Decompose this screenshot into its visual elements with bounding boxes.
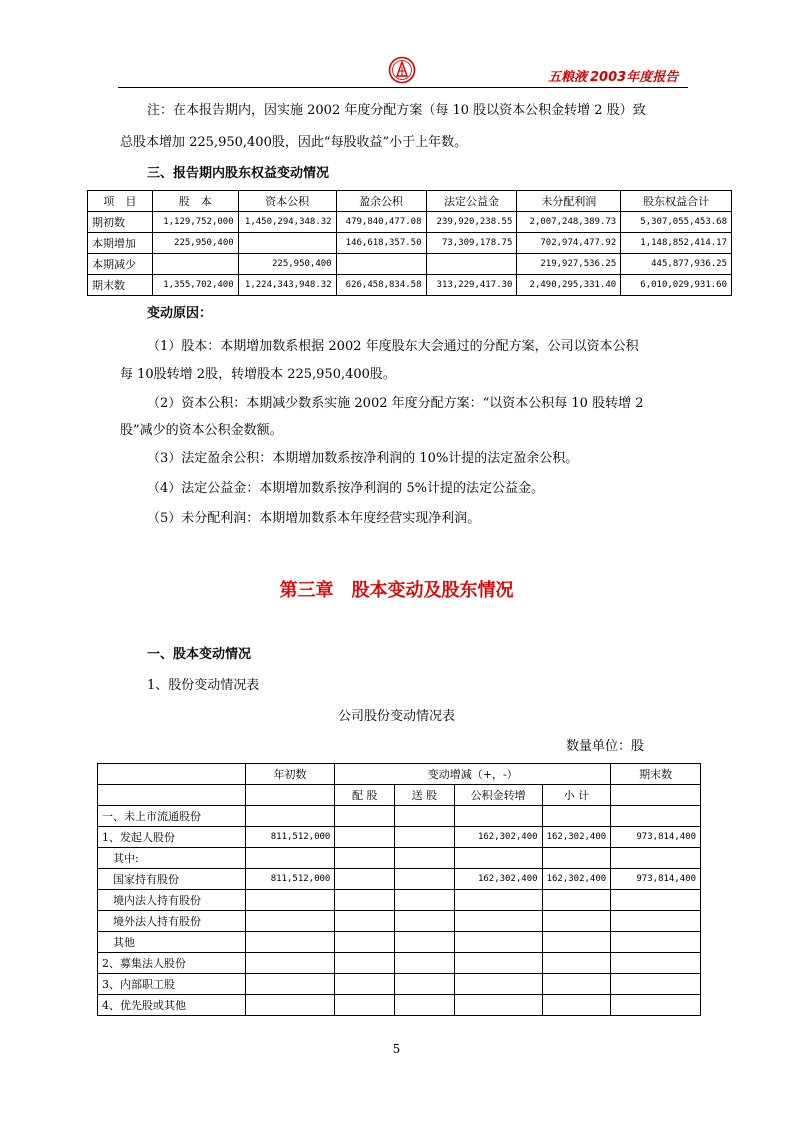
- share-value-cell: [245, 911, 335, 932]
- equity-row-label: 本期增加: [88, 233, 153, 254]
- share-value-cell: 162,302,400: [542, 827, 611, 848]
- share-value-cell: [395, 890, 455, 911]
- reason-4: （4）法定公益金：本期增加数系按净利润的 5%计提的法定公益金。: [147, 481, 545, 496]
- share-row-label: 4、优先股或其他: [98, 995, 246, 1016]
- share-value-cell: 973,814,400: [611, 827, 701, 848]
- equity-value-cell: 2,490,295,331.40: [517, 275, 621, 296]
- wuliangye-logo-icon: [388, 56, 416, 84]
- equity-change-table: [87, 190, 732, 296]
- header-change: 变动增减（+，-）: [335, 764, 611, 785]
- share-value-cell: [454, 995, 542, 1016]
- reason-3: （3）法定盈余公积：本期增加数系按净利润的 10%计提的法定盈余公积。: [147, 451, 579, 466]
- equity-value-cell: 1,450,294,348.32: [238, 212, 336, 233]
- share-table-row: [98, 806, 701, 827]
- share-value-cell: [335, 890, 395, 911]
- equity-table-header: [88, 191, 732, 212]
- equity-value-cell: 225,950,400: [152, 233, 238, 254]
- equity-value-cell: 445,877,936.25: [621, 254, 732, 275]
- share-value-cell: [542, 806, 611, 827]
- equity-table-row: [88, 254, 732, 275]
- chapter-3-title: 第三章 股本变动及股东情况: [279, 580, 514, 601]
- share-value-cell: [611, 890, 701, 911]
- share-row-label: 2、募集法人股份: [98, 953, 246, 974]
- share-value-cell: [335, 869, 395, 890]
- share-value-cell: [611, 911, 701, 932]
- equity-table-row: [88, 233, 732, 254]
- note-line-1: 注：在本报告期内，因实施 2002 年度分配方案（每 10 股以资本公积金转增 2 股）致: [147, 103, 646, 118]
- share-value-cell: [335, 911, 395, 932]
- share-value-cell: [454, 848, 542, 869]
- reasons-title: 变动原因：: [147, 306, 213, 321]
- share-row-label: 其他: [98, 932, 246, 953]
- share-value-cell: [611, 848, 701, 869]
- equity-value-cell: 225,950,400: [238, 254, 336, 275]
- change-subheader-cell: 配 股: [335, 785, 395, 806]
- share-value-cell: 162,302,400: [542, 869, 611, 890]
- reason-2-line-1: （2）资本公积：本期减少数系实施 2002 年度分配方案：“以资本公积每 10 股转增 2: [147, 396, 644, 411]
- equity-header-cell: 资本公积: [238, 191, 336, 212]
- share-value-cell: [245, 806, 335, 827]
- equity-header-cell: 项 目: [88, 191, 153, 212]
- share-change-section-title: 一、股本变动情况: [147, 647, 252, 662]
- share-value-cell: [335, 848, 395, 869]
- share-table-row: [98, 890, 701, 911]
- share-change-subtitle: 1、股份变动情况表: [147, 678, 260, 693]
- equity-value-cell: 1,355,702,400: [152, 275, 238, 296]
- share-table-row: [98, 974, 701, 995]
- share-value-cell: [454, 932, 542, 953]
- share-value-cell: [454, 953, 542, 974]
- share-value-cell: [611, 974, 701, 995]
- equity-value-cell: 73,309,178.75: [426, 233, 517, 254]
- equity-value-cell: 313,229,417.30: [426, 275, 517, 296]
- share-value-cell: [245, 953, 335, 974]
- share-value-cell: [542, 848, 611, 869]
- share-value-cell: [395, 995, 455, 1016]
- change-subheader-cell: 公积金转增: [454, 785, 542, 806]
- equity-value-cell: 2,007,248,389.73: [517, 212, 621, 233]
- section-3-title: 三、报告期内股东权益变动情况: [147, 166, 330, 181]
- share-row-label: 国家持有股份: [98, 869, 246, 890]
- equity-table-row: [88, 212, 732, 233]
- share-table-title: 公司股份变动情况表: [337, 709, 455, 724]
- share-value-cell: 811,512,000: [245, 869, 335, 890]
- share-table-row: [98, 995, 701, 1016]
- share-value-cell: [454, 974, 542, 995]
- share-table-row: [98, 953, 701, 974]
- change-subheader-cell: 送 股: [395, 785, 455, 806]
- share-row-label: 1、发起人股份: [98, 827, 246, 848]
- equity-value-cell: 5,307,055,453.68: [621, 212, 732, 233]
- reason-2-line-2: 股”减少的资本公积金数额。: [120, 423, 283, 438]
- share-value-cell: [611, 995, 701, 1016]
- share-value-cell: 973,814,400: [611, 869, 701, 890]
- share-value-cell: [335, 827, 395, 848]
- share-value-cell: [395, 869, 455, 890]
- share-row-label: 3、内部职工股: [98, 974, 246, 995]
- equity-header-cell: 股 本: [152, 191, 238, 212]
- unit-label: 数量单位：股: [566, 739, 645, 754]
- header-rule: [118, 87, 688, 88]
- share-value-cell: 162,302,400: [454, 869, 542, 890]
- equity-header-cell: 股东权益合计: [621, 191, 732, 212]
- share-value-cell: [542, 932, 611, 953]
- share-value-cell: 811,512,000: [245, 827, 335, 848]
- equity-header-cell: 盈余公积: [336, 191, 426, 212]
- share-table-row: [98, 869, 701, 890]
- equity-header-cell: 未分配利润: [517, 191, 621, 212]
- equity-value-cell: 1,129,752,000: [152, 212, 238, 233]
- share-row-label: 其中:: [98, 848, 246, 869]
- equity-value-cell: 219,927,536.25: [517, 254, 621, 275]
- share-value-cell: [245, 995, 335, 1016]
- share-value-cell: [395, 974, 455, 995]
- share-value-cell: [335, 806, 395, 827]
- report-brand-title: 五粮液 2003年度报告: [548, 70, 679, 85]
- equity-value-cell: [238, 233, 336, 254]
- share-value-cell: [335, 953, 395, 974]
- share-value-cell: [395, 953, 455, 974]
- share-table-header-row-2: [98, 785, 701, 806]
- equity-value-cell: 479,840,477.08: [336, 212, 426, 233]
- equity-value-cell: [152, 254, 238, 275]
- page-number: 5: [392, 1042, 401, 1056]
- share-value-cell: [245, 890, 335, 911]
- equity-header-cell: 法定公益金: [426, 191, 517, 212]
- share-value-cell: [611, 932, 701, 953]
- share-table-header-row-1: [98, 764, 701, 785]
- share-value-cell: [454, 806, 542, 827]
- equity-value-cell: 239,920,238.55: [426, 212, 517, 233]
- share-value-cell: [542, 911, 611, 932]
- equity-row-label: 期末数: [88, 275, 153, 296]
- reason-5: （5）未分配利润：本期增加数系本年度经营实现净利润。: [147, 511, 481, 526]
- share-value-cell: [542, 974, 611, 995]
- share-row-label: 一、未上市流通股份: [98, 806, 246, 827]
- share-value-cell: [542, 953, 611, 974]
- share-value-cell: 162,302,400: [454, 827, 542, 848]
- share-value-cell: [245, 932, 335, 953]
- share-value-cell: [335, 995, 395, 1016]
- share-value-cell: [542, 890, 611, 911]
- share-change-table: [97, 763, 701, 1016]
- share-value-cell: [542, 995, 611, 1016]
- equity-row-label: 期初数: [88, 212, 153, 233]
- equity-value-cell: [426, 254, 517, 275]
- share-table-row: [98, 827, 701, 848]
- equity-value-cell: 1,224,343,948.32: [238, 275, 336, 296]
- equity-table-row: [88, 275, 732, 296]
- share-value-cell: [395, 827, 455, 848]
- equity-value-cell: 146,618,357.50: [336, 233, 426, 254]
- note-line-2: 总股本增加 225,950,400股，因此“每股收益”小于上年数。: [120, 135, 468, 150]
- share-value-cell: [395, 848, 455, 869]
- share-value-cell: [395, 932, 455, 953]
- share-value-cell: [245, 974, 335, 995]
- equity-value-cell: 1,148,852,414.17: [621, 233, 732, 254]
- header-begin: 年初数: [245, 764, 335, 785]
- share-value-cell: [611, 806, 701, 827]
- share-table-row: [98, 911, 701, 932]
- reason-1-line-2: 每 10股转增 2股，转增股本 225,950,400股。: [120, 367, 396, 382]
- equity-row-label: 本期减少: [88, 254, 153, 275]
- share-value-cell: [245, 848, 335, 869]
- share-row-label: 境内法人持有股份: [98, 890, 246, 911]
- equity-value-cell: 6,010,029,931.60: [621, 275, 732, 296]
- share-table-row: [98, 848, 701, 869]
- share-value-cell: [395, 911, 455, 932]
- share-value-cell: [611, 953, 701, 974]
- share-value-cell: [454, 911, 542, 932]
- share-value-cell: [335, 932, 395, 953]
- share-table-row: [98, 932, 701, 953]
- share-value-cell: [454, 890, 542, 911]
- share-value-cell: [335, 974, 395, 995]
- header-end: 期末数: [611, 764, 701, 785]
- share-value-cell: [395, 806, 455, 827]
- equity-value-cell: 626,458,834.58: [336, 275, 426, 296]
- equity-value-cell: 702,974,477.92: [517, 233, 621, 254]
- equity-value-cell: [336, 254, 426, 275]
- change-subheader-cell: 小 计: [542, 785, 611, 806]
- share-row-label: 境外法人持有股份: [98, 911, 246, 932]
- reason-1-line-1: （1）股本：本期增加数系根据 2002 年度股东大会通过的分配方案，公司以资本公积: [147, 339, 639, 354]
